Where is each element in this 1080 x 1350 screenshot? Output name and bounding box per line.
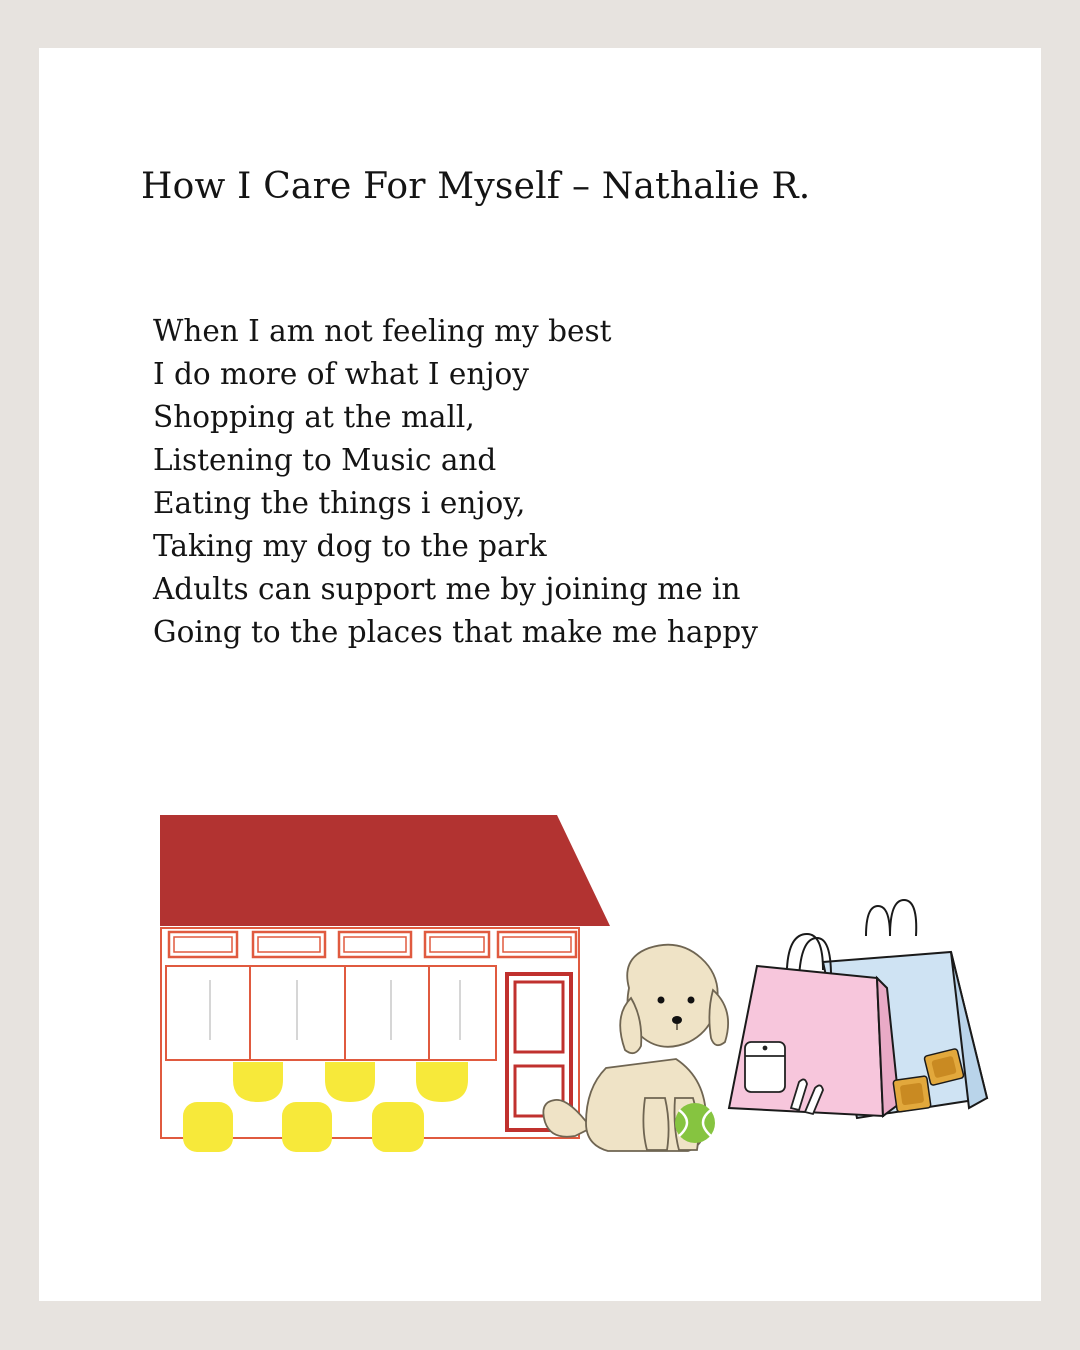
poem-line: Adults can support me by joining me in: [153, 572, 741, 606]
store-windows: [166, 966, 496, 1060]
poem-line: I do more of what I enjoy: [153, 357, 529, 391]
poem-line: Listening to Music and: [153, 443, 497, 477]
tennis-ball-illustration: [675, 1103, 715, 1143]
poem-line: When I am not feeling my best: [153, 314, 612, 348]
poem-line: Taking my dog to the park: [153, 529, 547, 563]
store-illustration: [160, 815, 610, 1152]
poem-line: Eating the things i enjoy,: [153, 486, 526, 520]
poem-line: Going to the places that make me happy: [153, 615, 758, 649]
illustration: [39, 48, 1041, 1301]
poem-card: [39, 48, 1041, 1301]
store-roof: [160, 815, 610, 926]
poem-line: Shopping at the mall,: [153, 400, 475, 434]
poem-title: How I Care For Myself – Nathalie R.: [141, 166, 811, 207]
